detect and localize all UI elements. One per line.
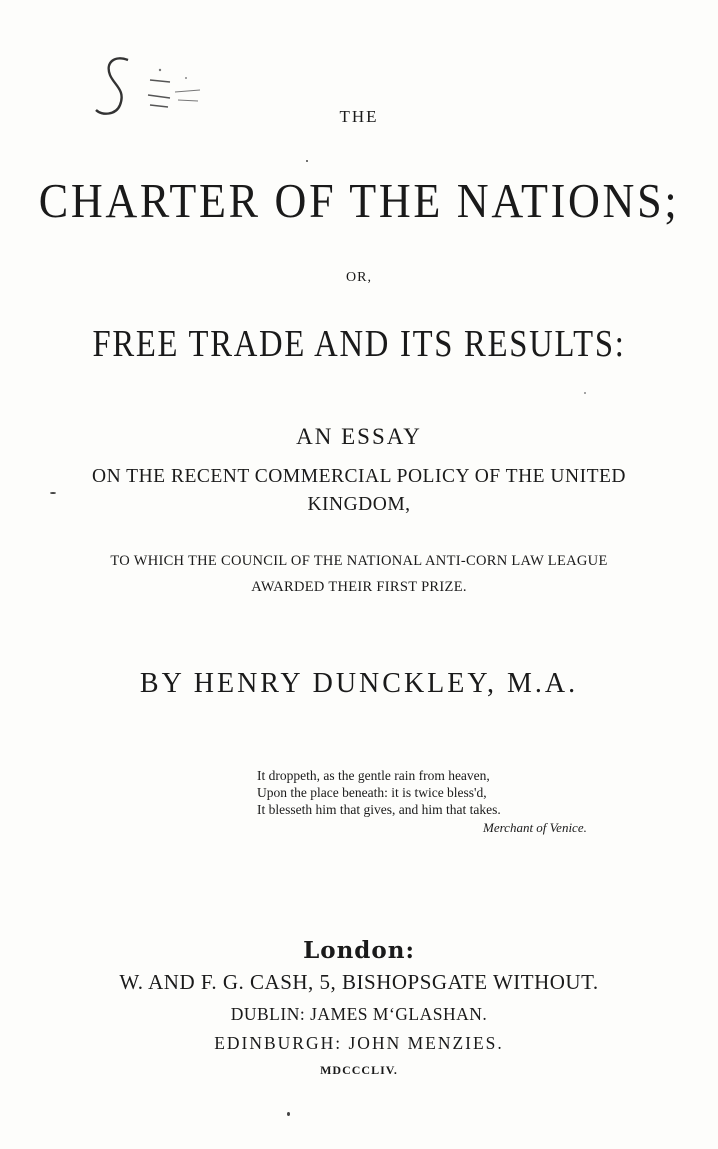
imprint-publisher: W. AND F. G. CASH, 5, BISHOPSGATE WITHOUT. (119, 970, 599, 994)
ink-speck (50, 492, 56, 494)
author-line: BY HENRY DUNCKLEY, M.A. (139, 668, 579, 699)
ink-speck (584, 392, 586, 394)
title-prefix: THE (339, 107, 379, 126)
main-title: CHARTER OF THE NATIONS; (38, 173, 680, 228)
imprint-year: MDCCCLIV. (320, 1063, 398, 1077)
epigraph-line: It droppeth, as the gentle rain from heaven, (257, 768, 490, 783)
title-conjunction: OR, (346, 270, 372, 285)
epigraph-attribution: Merchant of Venice. (483, 820, 587, 835)
epigraph-line: Upon the place beneath: it is twice bless'd, (257, 785, 487, 800)
ink-speck (306, 160, 308, 162)
prize-note-line-1: TO WHICH THE COUNCIL OF THE NATIONAL ANTI-CORN LAW LEAGUE (110, 553, 608, 569)
epigraph (257, 767, 501, 818)
imprint-city: London: (303, 937, 415, 964)
essay-description-line-1: ON THE RECENT COMMERCIAL POLICY OF THE UNITED (91, 466, 626, 487)
prize-note-line-2: AWARDED THEIR FIRST PRIZE. (251, 579, 467, 595)
subtitle: FREE TRADE AND ITS RESULTS: (92, 323, 626, 365)
imprint-dublin: DUBLIN: JAMES M‘GLASHAN. (230, 1004, 488, 1024)
ink-speck (287, 1112, 290, 1116)
essay-heading: AN ESSAY (296, 424, 422, 449)
essay-description-line-2: KINGDOM, (307, 494, 411, 515)
imprint-edinburgh: EDINBURGH: JOHN MENZIES. (214, 1033, 504, 1053)
epigraph-line: It blesseth him that gives, and him that takes. (257, 802, 501, 817)
